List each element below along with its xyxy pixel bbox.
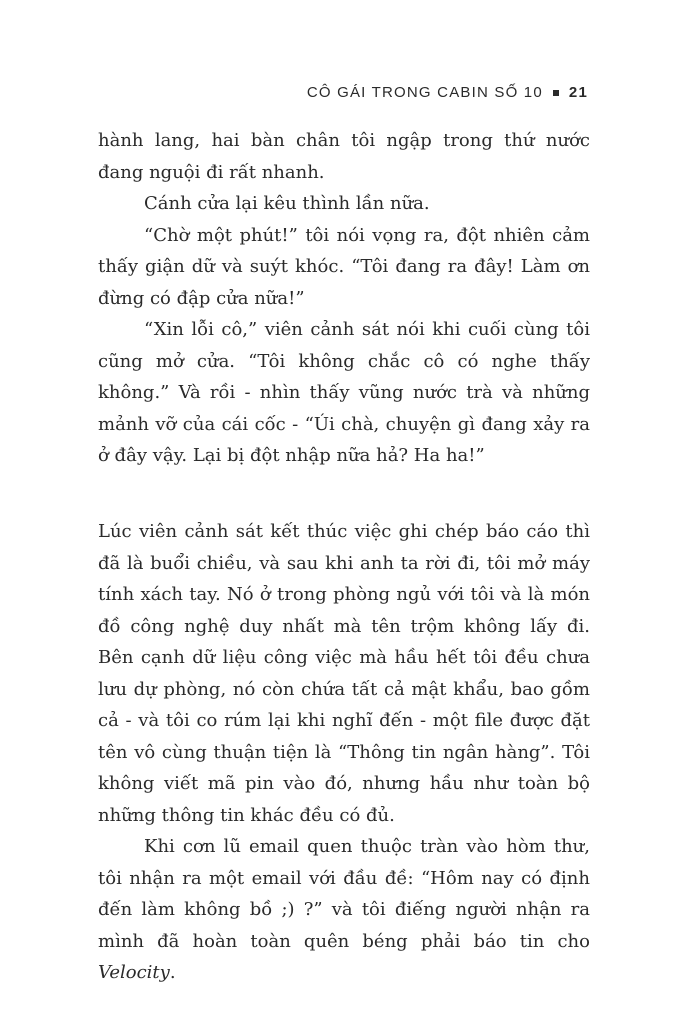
paragraph-6 (98, 831, 590, 989)
square-bullet-icon (553, 90, 559, 96)
paragraph-2: Cánh cửa lại kêu thình lần nữa. (144, 193, 430, 214)
paragraph-5: Lúc viên cảnh sát kết thúc việc ghi chép báo cáo thì đã là buổi chiều, và sau khi anh ta rời đi, tôi mở máy tính xách tay. Nó ở trong phòng ngủ với tôi và là món đồ công nghệ duy nhất mà tên trộm không lấy đi. Bên cạnh dữ liệu công việc mà hầu hết tôi đều chưa lưu dự phòng, nó còn chứa tất cả mật khẩu, bao gồm cả - và tôi co rúm lại khi nghĩ đến - một file được đặt tên vô cùng thuận tiện là “Thông tin ngân hàng”. Tôi không viết mã pin vào đó, nhưng hầu như toàn bộ những thông tin khác đều có đủ. (98, 521, 590, 826)
paragraph-6-italic: Velocity (98, 962, 170, 983)
paragraph-6-end: . (169, 962, 176, 983)
paragraph-4: “Xin lỗi cô,” viên cảnh sát nói khi cuối cùng tôi cũng mở cửa. “Tôi không chắc cô có nghe thấy không.” Và rồi - nhìn thấy vũng nước trà và những mảnh vỡ của cái cốc - “Úi chà, chuyện gì đang xảy ra ở đây vậy. Lại bị đột nhập nữa hả? Ha ha!” (98, 319, 590, 466)
running-header (307, 84, 588, 101)
running-title: CÔ GÁI TRONG CABIN SỐ 10 (306, 84, 543, 101)
text-block-2 (98, 516, 590, 989)
paragraph-1: hành lang, hai bàn chân tôi ngập trong thứ nước đang nguội đi rất nhanh. (98, 130, 590, 183)
page-number: 21 (568, 84, 588, 101)
text-block-1 (98, 125, 590, 472)
paragraph-6-main: Khi cơn lũ email quen thuộc tràn vào hòm thư, tôi nhận ra một email với đầu đề: “Hôm nay có định đến làm không bồ ;) ?” và tôi điếng người nhận ra mình đã hoàn toàn quên béng phải báo tin cho (98, 836, 590, 952)
paragraph-3: “Chờ một phút!” tôi nói vọng ra, đột nhiên cảm thấy giận dữ và suýt khóc. “Tôi đang ra đây! Làm ơn đừng có đập cửa nữa!” (98, 224, 590, 309)
